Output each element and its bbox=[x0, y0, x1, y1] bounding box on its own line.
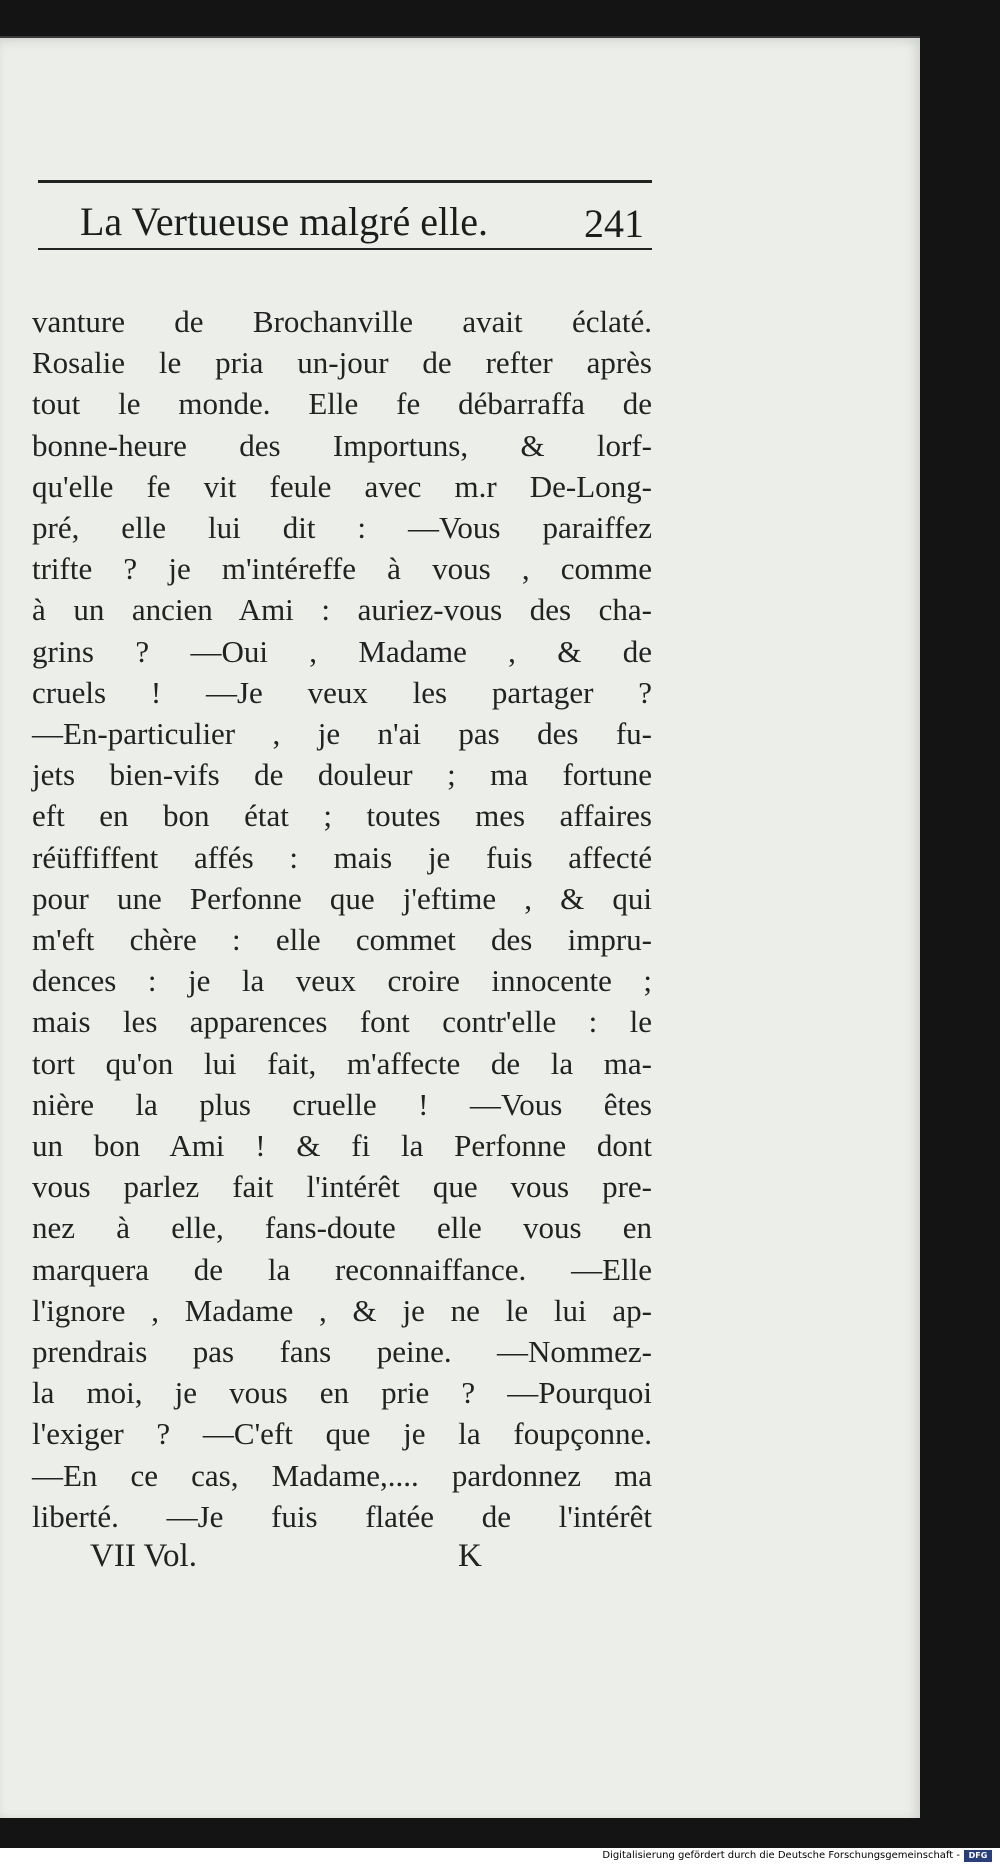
credit-text: Digitalisierung gefördert durch die Deutsche Forschungsgemeinschaft - bbox=[602, 1850, 960, 1861]
credit-bar bbox=[0, 1848, 1000, 1864]
text-line: à un ancien Ami : auriez-vous des cha- bbox=[32, 592, 652, 628]
page-number: 241 bbox=[584, 201, 644, 246]
text-line: trifte ? je m'intéreffe à vous , comme bbox=[32, 551, 652, 587]
header-rule-bottom bbox=[38, 248, 652, 250]
text-line: tort qu'on lui fait, m'affecte de la ma- bbox=[32, 1045, 652, 1081]
text-line: mais les apparences font contr'elle : le bbox=[32, 1004, 652, 1040]
text-line: pour une Perfonne que j'eftime , & qui bbox=[32, 880, 652, 916]
text-line: réüffiffent affés : mais je fuis affecté bbox=[32, 839, 652, 875]
text-line: liberté. —Je fuis flatée de l'intérêt bbox=[32, 1498, 652, 1534]
book-page bbox=[0, 36, 920, 1818]
text-line: Rosalie le pria un-jour de refter après bbox=[32, 345, 652, 381]
text-line: l'ignore , Madame , & je ne le lui ap- bbox=[32, 1292, 652, 1328]
text-line: prendrais pas fans peine. —Nommez- bbox=[32, 1334, 652, 1369]
text-line: pré, elle lui dit : —Vous paraiffez bbox=[32, 510, 652, 545]
text-line: —En ce cas, Madame,.... pardonnez ma bbox=[32, 1457, 652, 1493]
text-line: marquera de la reconnaiffance. —Elle bbox=[32, 1251, 652, 1287]
text-line: —En-particulier , je n'ai pas des fu- bbox=[32, 716, 652, 751]
dfg-logo-icon: DFG bbox=[964, 1850, 992, 1862]
text-line: vous parlez fait l'intérêt que vous pre- bbox=[32, 1169, 652, 1205]
text-line: dences : je la veux croire innocente ; bbox=[32, 963, 652, 999]
text-line: tout le monde. Elle fe débarraffa de bbox=[32, 386, 652, 422]
text-line: nez à elle, fans-doute elle vous en bbox=[32, 1210, 652, 1246]
header-rule-top bbox=[38, 180, 652, 183]
text-line: la moi, je vous en prie ? —Pourquoi bbox=[32, 1375, 652, 1411]
signature-mark: K bbox=[458, 1538, 482, 1574]
text-line: l'exiger ? —C'eft que je la foupçonne. bbox=[32, 1416, 652, 1452]
text-line: m'eft chère : elle commet des impru- bbox=[32, 922, 652, 957]
text-line: grins ? —Oui , Madame , & de bbox=[32, 633, 652, 669]
text-line: jets bien-vifs de douleur ; ma fortune bbox=[32, 757, 652, 793]
text-line: un bon Ami ! & fi la Perfonne dont bbox=[32, 1128, 652, 1163]
text-line: eft en bon état ; toutes mes affaires bbox=[32, 798, 652, 834]
text-line: nière la plus cruelle ! —Vous êtes bbox=[32, 1086, 652, 1122]
text-line: qu'elle fe vit feule avec m.r De-Long- bbox=[32, 468, 652, 504]
text-line: vanture de Brochanville avait éclaté. bbox=[32, 304, 652, 339]
running-title: La Vertueuse malgré elle. bbox=[80, 199, 488, 244]
text-line: cruels ! —Je veux les partager ? bbox=[32, 674, 652, 710]
volume-label: VII Vol. bbox=[90, 1538, 197, 1574]
text-line: bonne-heure des Importuns, & lorf- bbox=[32, 427, 652, 463]
